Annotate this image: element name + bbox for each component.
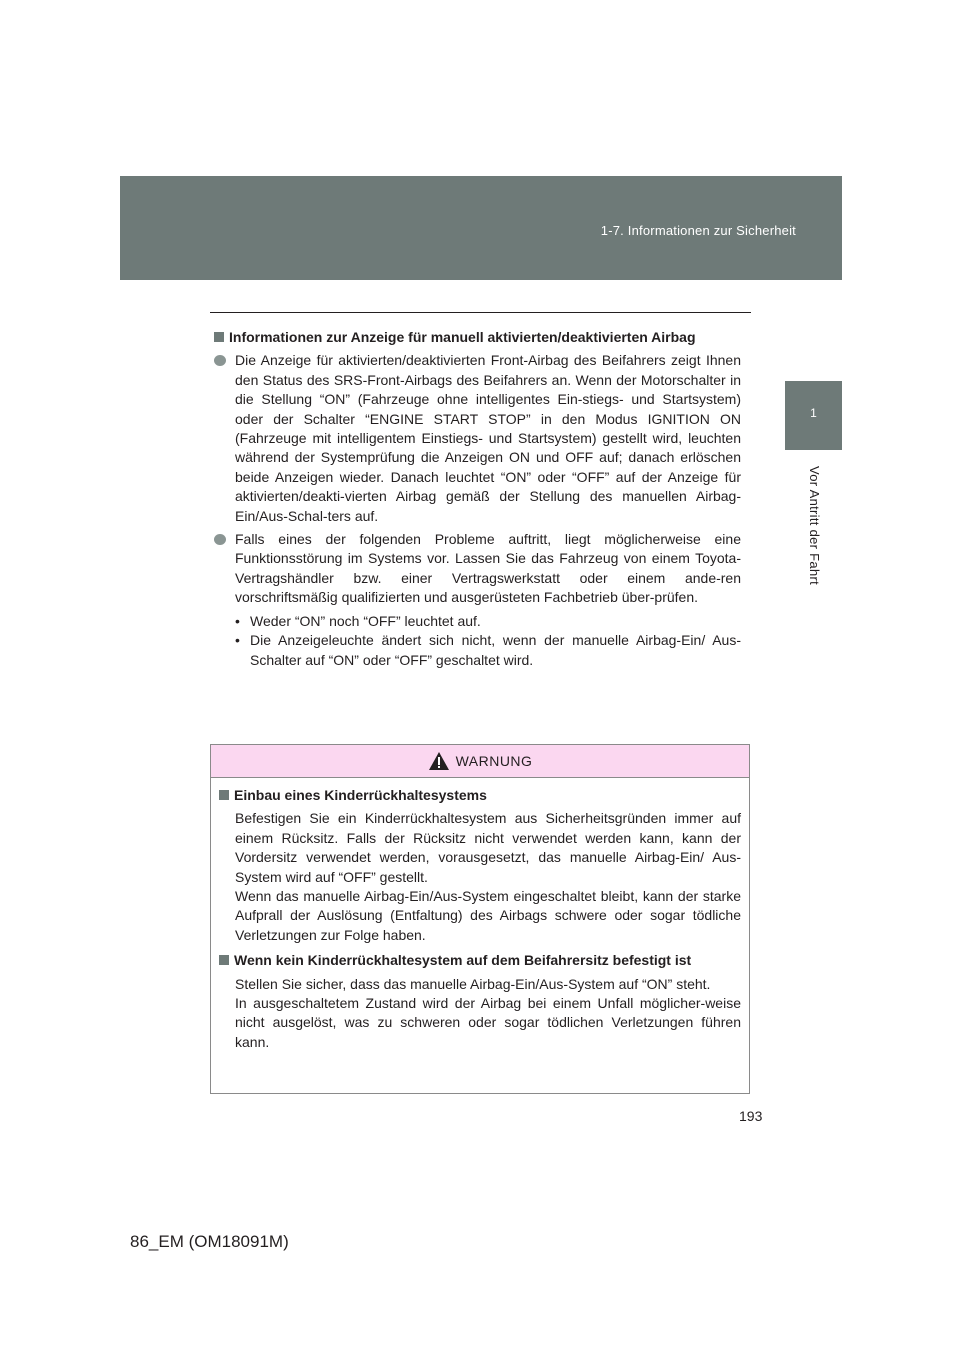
sub-item-text: Die Anzeigeleuchte ändert sich nicht, wenn der manuelle Airbag-Ein/ Aus-Schalter auf “ON” oder “OFF” geschaltet wird. bbox=[250, 632, 741, 668]
page-number: 193 bbox=[739, 1108, 763, 1124]
warning-heading-text: Wenn kein Kinderrückhaltesystem auf dem Beifahrersitz befestigt ist bbox=[234, 952, 692, 969]
section-title: 1-7. Informationen zur Sicherheit bbox=[600, 223, 796, 238]
small-bullet-icon: • bbox=[235, 632, 240, 649]
warning-header bbox=[211, 745, 749, 778]
section-heading-text: Informationen zur Anzeige für manuell aktivierten/deaktivierten Airbag bbox=[229, 329, 696, 345]
chapter-label: Vor Antritt der Fahrt bbox=[807, 466, 822, 586]
warning-heading-text: Einbau eines Kinderrückhaltesystems bbox=[234, 787, 487, 803]
warning-body bbox=[211, 778, 749, 1052]
main-content bbox=[214, 328, 741, 670]
sub-list-item bbox=[235, 631, 741, 670]
sub-item-text: Weder “ON” noch “OFF” leuchtet auf. bbox=[250, 612, 481, 629]
warning-text: Befestigen Sie ein Kinderrückhaltesystem aus Sicherheitsgründen immer auf einem Rücksitz. Falls der Rücksitz nicht verwendet werden kann, kann der Vordersitz verwendet werden, vorausgesetzt, das manuelle Airbag-Ein/ Aus-System wird auf “OFF” gestellt. Wenn das manuelle Airbag-Ein/Aus-System eingeschaltet bleibt, kann der starke Aufprall der Auslösung (Entfaltung) des Airbags schwere oder sogar tödliche Verletzungen zur Folge haben. bbox=[235, 810, 741, 943]
chapter-tab bbox=[785, 381, 842, 450]
bullet-item bbox=[214, 530, 741, 608]
square-bullet-icon bbox=[219, 790, 229, 800]
small-bullet-icon: • bbox=[235, 612, 240, 629]
warning-triangle-icon bbox=[428, 751, 450, 771]
sub-list-item bbox=[235, 612, 741, 631]
warning-box bbox=[210, 744, 750, 1094]
document-code: 86_EM (OM18091M) bbox=[130, 1232, 289, 1251]
square-bullet-icon bbox=[214, 332, 224, 342]
header-band bbox=[120, 176, 842, 280]
bullet-item bbox=[214, 351, 741, 526]
square-bullet-icon bbox=[219, 955, 229, 965]
bullet-text: Die Anzeige für aktivierten/deaktivierten Front-Airbag des Beifahrers zeigt Ihnen den Status des SRS-Front-Airbags des Beifahrers an. Wenn der Motorschalter in die Stellung “ON” (Fahrzeuge ohne intelligentes Ein-stiegs- und Startsystem) oder der Schalter “ENGINE START STOP” in den Modus IGNITION ON (Fahrzeuge mit intelligentem Einstiegs- und Startsystem) gestellt wird, leuchten während der Systemprüfung die Anzeigen ON und OFF auf; danach erlöschen beide Anzeigen wieder. Danach leuchtet “ON” oder “OFF” auf der Anzeige für aktivierten/deakti-vierten Airbag gemäß der Stellung des manuellen Airbag-Ein/Aus-Schal-ters auf. bbox=[235, 352, 741, 524]
bullet-text: Falls eines der folgenden Probleme auftritt, liegt möglicherweise eine Funktionsstörung im Systems vor. Lassen Sie das Fahrzeug von einem Toyota-Vertragshändler bzw. einer Vertragswerkstatt oder einem ande-ren vorschriftsmäßig qualifizierten und ausgerüsteten Fachbetrieb über-prüfen. bbox=[235, 531, 741, 606]
warning-text: Stellen Sie sicher, dass das manuelle Airbag-Ein/Aus-System auf “ON” steht. In ausgeschaltetem Zustand wird der Airbag bei einem Unfall möglicher-weise nicht ausgelöst, was zu schweren oder sogar tödlichen Verletzungen führen kann. bbox=[235, 975, 741, 1050]
warning-section-heading bbox=[219, 786, 741, 805]
circle-bullet-icon bbox=[214, 534, 226, 545]
warning-title: WARNUNG bbox=[455, 753, 533, 769]
section-rule bbox=[210, 312, 751, 313]
warning-section-heading bbox=[219, 951, 741, 970]
sub-list bbox=[235, 612, 741, 670]
section-heading bbox=[214, 328, 741, 347]
circle-bullet-icon bbox=[214, 355, 226, 366]
chapter-number: 1 bbox=[810, 406, 817, 420]
